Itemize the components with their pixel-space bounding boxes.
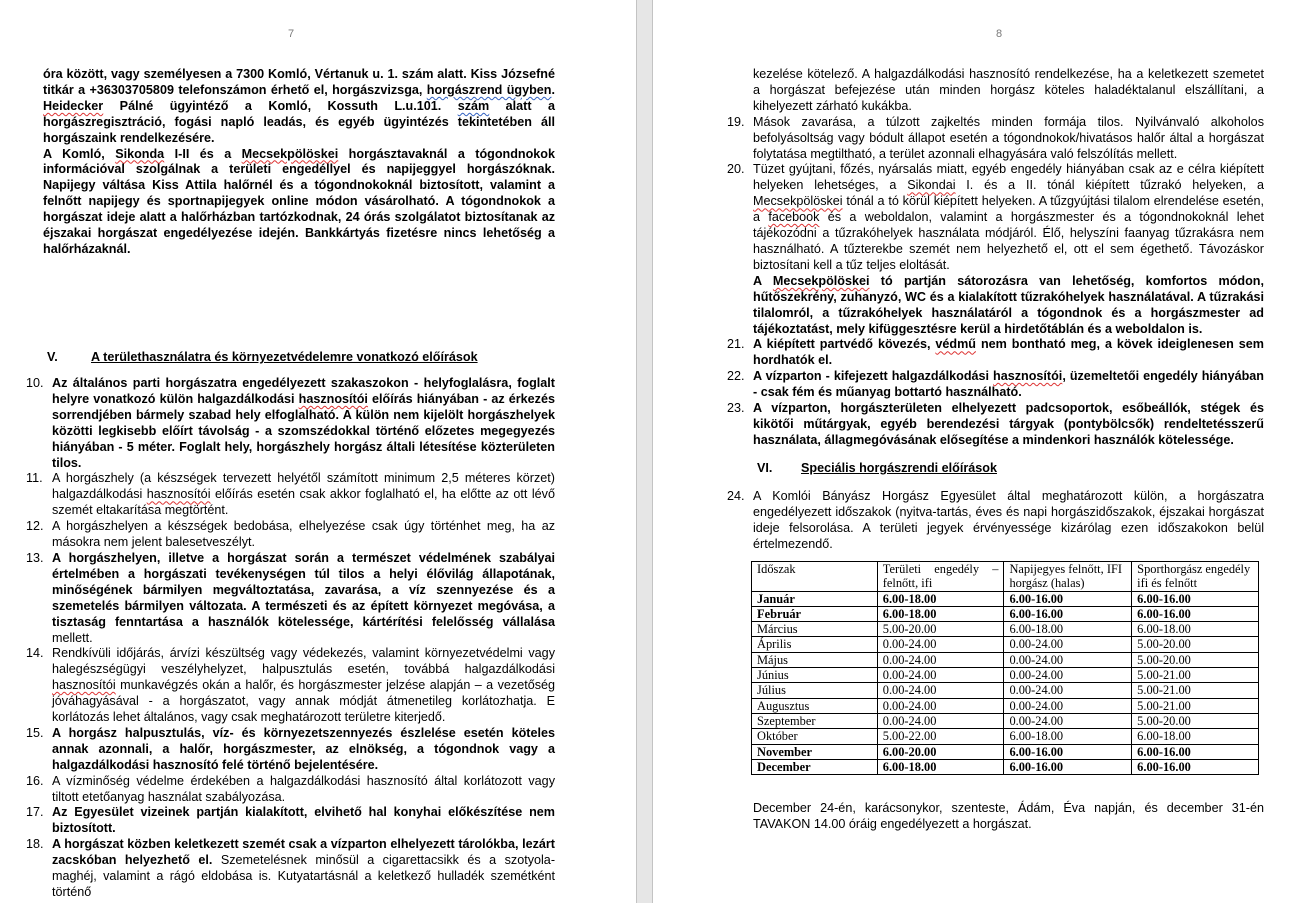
rule-20: 20. Tüzet gyújtani, főzés, nyársalás miatt, egyéb engedély hiányában csak az e célra kiépített helyeken lehetséges, a Sikondai I. és a II. tónál kiépített tűzrakó helyeken, a Mecsekpölöskei tónál a tó körül kiépített helyeken. A tűzgyújtási tilalom elrendelése esetén, a facebook és a weboldalon, valamint a horgászmester és a tógondnokoknál lehet tájékozódni a tűzrakóhelyek használata módjáról. Élő, helyszíni faanyag tűzrakásra nem használható. A tűzterekbe szemét nem helyezhető el, ott el sem égethető. Távozáskor biztosítani kell a tűz teljes eloltását. <box>727 162 1264 272</box>
table-row: Október 5.00-22.00 6.00-18.00 6.00-18.00 <box>752 729 1259 744</box>
page-separator <box>636 0 653 903</box>
rule-13: 13. A horgászhelyen, illetve a horgászat során a természet védelmének szabályai értelmében a horgászati tevékenységen túl tilos a helyi élővilág állapotának, minőségének bármilyen megváltoztatása, zavarása, a víz szennyezése és a szemetelés bármilyen változata. A természeti és az épített környezet megóvása, a tisztaság fenntartása a használók kötelessége, kártérítési felelősség vállalása mellett. <box>26 550 555 645</box>
rule-24: 24. A Komlói Bányász Horgász Egyesület által meghatározott külön, a horgászatra engedélyezett időszakok (nyitva-tartás, éves és napi horgászidőszakok, éjszakai horgászat ideje felsorolása. A területi jegyek érvényessége kizárólag ezen időszakokon belül értelmezendő. <box>727 489 1264 551</box>
table-row: Május 0.00-24.00 0.00-24.00 5.00-20.00 <box>752 652 1259 667</box>
page-number: 8 <box>995 28 1003 40</box>
rule-17: 17. Az Egyesület vizeinek partján kialakított, elvihető hal konyhai előkészítése nem biztosított. <box>26 805 555 836</box>
table-row: Augusztus 0.00-24.00 0.00-24.00 5.00-21.00 <box>752 698 1259 713</box>
rules-list-right <box>727 67 1264 449</box>
rule-16: 16. A vízminőség védelme érdekében a halgazdálkodási hasznosító által korlátozott vagy tiltott etetőanyag használat szabályozása. <box>26 773 555 804</box>
table-header-row <box>752 562 1259 592</box>
rule-22: 22. A vízparton - kifejezett halgazdálkodási hasznosítói, üzemeltetői engedély hiányában - csak fém és műanyag bottartó használható. <box>727 369 1265 400</box>
ponds-paragraph: A Komló, Sikonda I-II és a Mecsekpölöskei horgásztavaknál a tógondnokok információval szolgálnak a területi engedéllyel és napijeggyel horgászóknak. Napijegy váltása Kiss Attila halőrnél és a tógondnokoknál biztosított, valamint a felnőtt napijegy és sportnapijegyek online módon vásárolható. A tógondnokok a horgászat ideje alatt a halőrházban tartózkodnak, 24 órás szolgálatot biztosítanak az éjszakai horgászat engedélyezése idején. Bankkártyás fizetésre nincs lehetőség a halőrházaknál. <box>43 146 555 256</box>
table-row: Február 6.00-18.00 6.00-16.00 6.00-16.00 <box>752 606 1259 621</box>
rule-18: 18. A horgászat közben keletkezett szemét csak a vízparton elhelyezett tárolókba, lezárt zacskóban helyezhető el. Szemetelésnek minősül a cigarettacsikk és a szotyola-maghéj, valamint a rágó eldobása is. Kutyatartásnál a keletkező hulladék szemétként történő <box>26 837 556 899</box>
rule-18-continued: kezelése kötelező. A halgazdálkodási hasznosító rendelkezése, ha a keletkezett szemetet a horgászat befejezése után minden horgász köteles haladéktalanul elszállítani, a kihelyezett zárható kukákba. <box>753 67 1264 113</box>
page-number: 7 <box>287 28 295 40</box>
rule-15: 15. A horgász halpusztulás, víz- és környezetszennyezés észlelése esetén köteles annak azonnali, a halőr, horgászmester, az elnökség, a tógondnok vagy a halgazdálkodási hasznosító felé történő bejelentésére. <box>26 725 555 772</box>
page-8 <box>653 0 1315 903</box>
column-header: Sporthorgász engedély ifi és felnőtt <box>1132 562 1259 592</box>
column-header: Napijegyes felnőtt, IFI horgász (halas) <box>1004 562 1132 592</box>
page-7 <box>0 0 636 903</box>
rule-12: 12. A horgászhelyen a készségek bedobása, elhelyezése csak úgy történhet meg, ha az másokra nem jelent balesetveszélyt. <box>26 519 555 550</box>
rule-24-block <box>727 489 1264 553</box>
fishing-hours-table <box>751 561 1259 775</box>
rule-21: 21. A kiépített partvédő kövezés, védmű nem bontható meg, a kövek ideiglenesen sem hordhatók el. <box>727 337 1264 368</box>
table-row: November 6.00-20.00 6.00-16.00 6.00-16.00 <box>752 744 1259 759</box>
rules-list-left <box>26 376 555 901</box>
table-row: Szeptember 0.00-24.00 0.00-24.00 5.00-20.00 <box>752 713 1259 728</box>
column-header: Időszak <box>752 562 878 592</box>
table-row: Április 0.00-24.00 0.00-24.00 5.00-20.00 <box>752 637 1259 652</box>
table-row: Június 0.00-24.00 0.00-24.00 5.00-21.00 <box>752 668 1259 683</box>
table-row: December 6.00-18.00 6.00-16.00 6.00-16.00 <box>752 759 1259 774</box>
holiday-footnote: December 24-én, karácsonykor, szenteste, Ádám, Éva napján, és december 31-én TAVAKON 14.00 óráig engedélyezett a horgászat. <box>753 801 1264 831</box>
rule-11: 11. A horgászhely (a készségek tervezett helyétől számított minimum 2,5 méteres körzet) halgazdálkodási hasznosítói előírás esetén csak akkor foglalható el, ha előtte az ott lévő szemét eltakarítása megtörtént. <box>26 471 555 518</box>
table-row: Július 0.00-24.00 0.00-24.00 5.00-21.00 <box>752 683 1259 698</box>
rule-10: 10. Az általános parti horgászatra engedélyezett szakaszokon - helyfoglalásra, foglalt helyre vonatkozó külön halgazdálkodási hasznosítói előírás hiányában - az érkezés sorrendjében bármely szabad hely elfoglalható. A külön nem kijelölt horgászhelyek közötti legkisebb előírt távolság - a szomszédokkal történő előzetes megegyezés hiányában - 5 méter. Foglalt hely, horgászhely horgász általi létesítése közterületen tilos. <box>26 376 555 470</box>
contact-paragraph: óra között, vagy személyesen a 7300 Komló, Vértanuk u. 1. szám alatt. Kiss Józsefné titkár a +36303705809 telefonszámon érhető el, horgászvizsga, horgászrend ügyben. Heidecker Pálné ügyintéző a Komló, Kossuth L.u.101. szám alatt a horgászregisztráció, fogási napló leadás, és egyéb ügyintézés tekintetében áll horgászaink rendelkezésére. <box>43 67 555 145</box>
section-vi-heading: VI. Speciális horgászrendi előírások <box>757 461 997 475</box>
table-row: Március 5.00-20.00 6.00-18.00 6.00-18.00 <box>752 622 1259 637</box>
column-header: Területi engedély – felnőtt, ifi <box>877 562 1004 592</box>
rule-19: 19. Mások zavarása, a túlzott zajkeltés minden formája tilos. Nyilvánvaló alkoholos befolyásoltság vagy bódult állapot esetén a tógondnokok/hivatásos halőr által a horgászat folytatása megtiltható, a terület azonnali elhagyására való felszólítás mellett. <box>727 114 1264 161</box>
table-row: Január 6.00-18.00 6.00-16.00 6.00-16.00 <box>752 591 1259 606</box>
section-v-heading: V. A területhasználatra és környezetvédelemre vonatkozó előírások <box>47 350 478 364</box>
rule-23: 23. A vízparton, horgászterületen elhelyezett padcsoportok, esőbeállók, stégek és kikötői műtárgyak, egyéb berendezési tárgyak (pontybölcsők) rendeltetésszerű használata, állagmegóvásának elősegítése a mindenkori használók kötelessége. <box>727 401 1264 447</box>
camping-paragraph: A Mecsekpölöskei tó partján sátorozásra van lehetőség, komfortos módon, hűtőszekrény, zuhanyzó, WC és a kialakított tűzrakóhelyek használatával. A tűzrakási tilalomról, a tűzrakóhelyek használatáról a tógondnok és a horgászmester ad tájékoztatást, mely kifüggesztésre kerül a hirdetőtáblán és a weboldalon is. <box>753 273 1264 336</box>
intro-text <box>43 67 555 258</box>
rule-14: 14. Rendkívüli időjárás, árvízi készültség vagy védekezés, valamint környezetvédelmi vagy halegészségügyi veszélyhelyzet, halpusztulás esetén, továbbá halgazdálkodási hasznosítói munkavégzés okán a halőr, és horgászmester jelzése alapján – a vezetőség jóváhagyásával - a horgászatot, vagy annak módját átmenetileg korlátozhatja. E korlátozás lehet általános, vagy csak meghatározott területre kiterjedő. <box>26 646 555 725</box>
